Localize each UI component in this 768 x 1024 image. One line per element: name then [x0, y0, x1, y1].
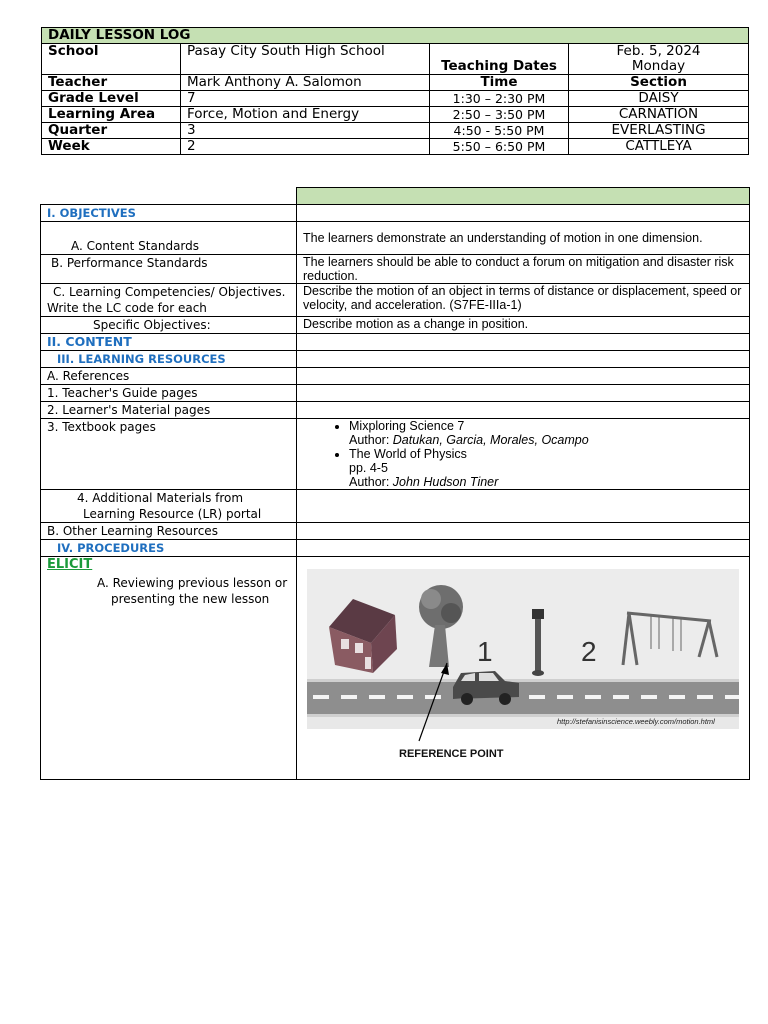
school-label: School — [42, 44, 181, 75]
content-standards-text: The learners demonstrate an understanding of motion in one dimension. — [297, 222, 750, 255]
reference-point-figure-cell — [297, 557, 750, 780]
specific-objectives-text: Describe motion as a change in position. — [297, 317, 750, 334]
section-label: Section — [569, 75, 749, 91]
competencies-label-line2: Write the LC code for each — [47, 301, 207, 315]
grade-label: Grade Level — [42, 91, 181, 107]
learners-material-label: 2. Learner's Material pages — [41, 402, 297, 419]
procedures-heading: IV. PROCEDURES — [41, 540, 297, 557]
blank-corner — [41, 188, 297, 205]
time-label: Time — [430, 75, 569, 91]
teachers-guide-label: 1. Teacher's Guide pages — [41, 385, 297, 402]
teacher-label: Teacher — [42, 75, 181, 91]
textbook-title: • The World of Physics — [349, 447, 467, 461]
elicit-heading: ELICIT — [47, 557, 93, 572]
green-header-cell — [297, 188, 750, 205]
quarter-value: 3 — [181, 123, 430, 139]
time-value: 5:50 – 6:50 PM — [430, 139, 569, 155]
textbook-item — [349, 447, 743, 489]
quarter-label: Quarter — [42, 123, 181, 139]
review-label-line2: presenting the new lesson — [111, 592, 270, 606]
competencies-label-line1: C. Learning Competencies/ Objectives. — [53, 285, 286, 299]
elicit-cell — [41, 557, 297, 780]
week-value: 2 — [181, 139, 430, 155]
content-heading: II. CONTENT — [41, 334, 297, 351]
reference-point-figure — [307, 569, 739, 765]
time-value: 2:50 – 3:50 PM — [430, 107, 569, 123]
area-value: Force, Motion and Energy — [181, 107, 430, 123]
textbook-item — [349, 419, 743, 447]
reference-point-caption: REFERENCE POINT — [399, 748, 504, 760]
resources-heading: III. LEARNING RESOURCES — [41, 351, 297, 368]
date-value: Feb. 5, 2024 — [616, 43, 701, 59]
performance-standards-text: The learners should be able to conduct a forum on mitigation and disaster risk reduction. — [297, 255, 750, 284]
teaching-dates-label: Teaching Dates — [430, 44, 569, 75]
grade-value: 7 — [181, 91, 430, 107]
day-value: Monday — [631, 58, 686, 74]
textbook-title: • Mixploring Science 7 — [349, 419, 465, 433]
additional-materials-line2: Learning Resource (LR) portal — [83, 507, 262, 521]
competencies-label — [41, 284, 297, 317]
section-value: CARNATION — [569, 107, 749, 123]
additional-materials-line1: 4. Additional Materials from — [77, 491, 244, 505]
performance-standards-label: B. Performance Standards — [41, 255, 297, 284]
textbook-list — [303, 419, 743, 489]
lesson-log-header — [41, 27, 749, 155]
time-value: 1:30 – 2:30 PM — [430, 91, 569, 107]
area-label: Learning Area — [42, 107, 181, 123]
references-label: A. References — [41, 368, 297, 385]
textbook-author: Author: John Hudson Tiner — [349, 475, 499, 489]
week-label: Week — [42, 139, 181, 155]
teacher-value: Mark Anthony A. Salomon — [181, 75, 430, 91]
objectives-heading: I. OBJECTIVES — [41, 205, 297, 222]
competencies-text: Describe the motion of an object in terms of distance or displacement, speed or velocity, and acceleration. (S7FE-IIIa-1) — [297, 284, 750, 317]
specific-objectives-label: Specific Objectives: — [41, 317, 297, 334]
school-value: Pasay City South High School — [181, 44, 430, 75]
other-resources-label: B. Other Learning Resources — [41, 523, 297, 540]
marker-1: 1 — [477, 636, 493, 667]
log-title: DAILY LESSON LOG — [42, 28, 749, 44]
textbook-pages-label: 3. Textbook pages — [41, 419, 297, 490]
section-value: EVERLASTING — [569, 123, 749, 139]
additional-materials-label — [41, 490, 297, 523]
source-url: http://stefanisinscience.weebly.com/motion.html — [557, 717, 715, 726]
section-value: CATTLEYA — [569, 139, 749, 155]
time-value: 4:50 - 5:50 PM — [430, 123, 569, 139]
content-standards-label: A. Content Standards — [41, 222, 297, 255]
lesson-plan-table — [40, 187, 750, 780]
section-value: DAISY — [569, 91, 749, 107]
date-cell — [569, 44, 749, 75]
textbook-list-cell — [297, 419, 750, 490]
marker-2: 2 — [581, 636, 597, 667]
review-label-line1: A. Reviewing previous lesson or — [97, 576, 288, 590]
textbook-pages: pp. 4-5 — [349, 461, 388, 475]
textbook-author: Author: Datukan, Garcia, Morales, Ocampo — [349, 433, 589, 447]
